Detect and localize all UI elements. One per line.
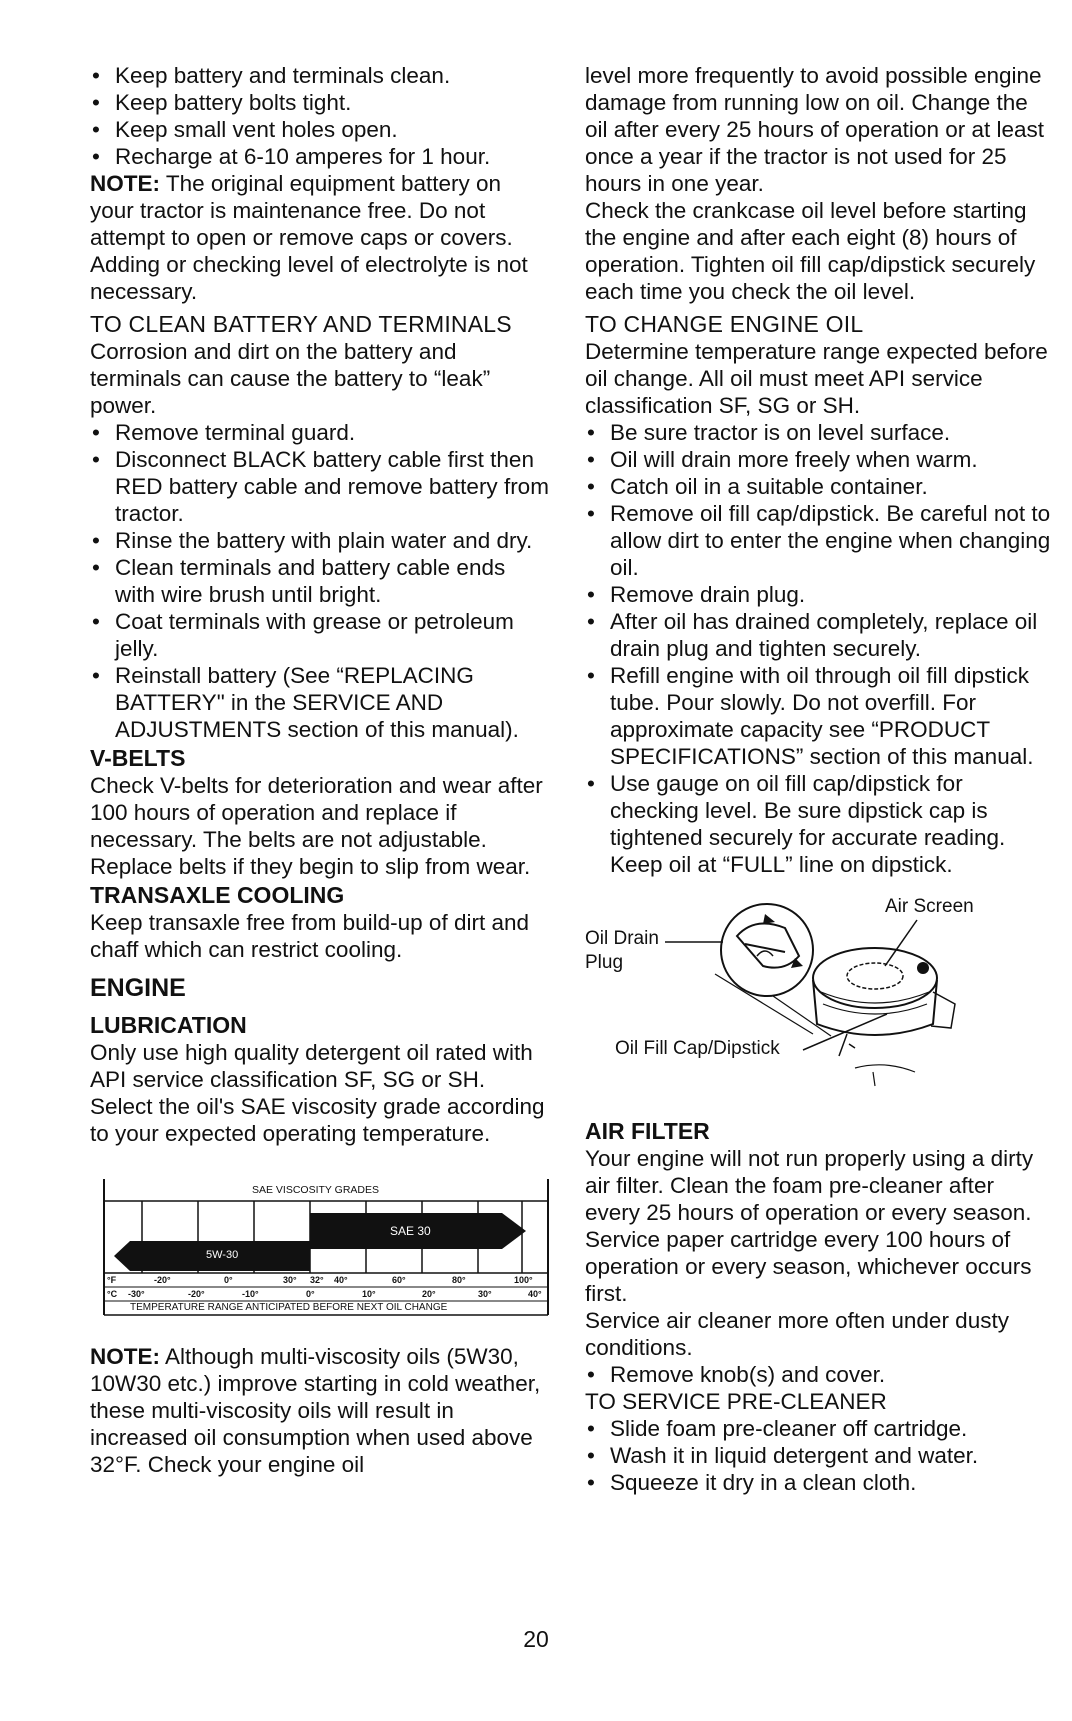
c-tick: 30° [478,1289,492,1299]
note-label: NOTE: [90,171,160,196]
precleaner-heading: TO SERVICE PRE-CLEANER [585,1389,887,1414]
c-tick: -30° [128,1289,145,1299]
f-tick: 40° [334,1275,348,1285]
multi-viscosity-note [90,1343,550,1478]
battery-note [90,170,550,305]
list-item: • Clean terminals and battery cable ends with wire brush until bright. [90,554,550,608]
list-item: • Keep small vent holes open. [90,116,550,143]
page-number: 20 [523,1626,549,1652]
change-oil-list [585,419,1055,878]
list-item: • Disconnect BLACK battery cable first then RED battery cable and remove battery from tractor. [90,446,550,527]
list-item: • Remove knob(s) and cover. [585,1361,1055,1388]
list-item: • Rinse the battery with plain water and dry. [90,527,550,554]
list-item: • Remove oil fill cap/dipstick. Be careful not to allow dirt to enter the engine when changing oil. [585,500,1055,581]
left-column [90,62,550,1478]
list-item: • Remove terminal guard. [90,419,550,446]
f-tick: 32° [310,1275,324,1285]
note-text: Although multi-viscosity oils (5W30, 10W30 etc.) improve starting in cold weather, these multi-viscosity oils will result in increased oil consumption when used above 32°F. Check your engine oil [90,1344,541,1477]
transaxle-heading: TRANSAXLE COOLING [90,882,345,908]
list-item: • Keep battery bolts tight. [90,89,550,116]
list-item: • Remove drain plug. [585,581,1055,608]
c-tick: 0° [306,1289,315,1299]
list-item: • Use gauge on oil fill cap/dipstick for checking level. Be sure dipstick cap is tightened securely for accurate reading. Keep oil at “FULL” line on dipstick. [585,770,1055,878]
vbelts-heading: V-BELTS [90,745,186,771]
change-oil-heading: TO CHANGE ENGINE OIL [585,311,864,337]
list-item: • Refill engine with oil through oil fill dipstick tube. Pour slowly. Do not overfill. For approximate capacity see “PRODUCT SPECIFICATIONS” section of this manual. [585,662,1055,770]
oil-drain-label: Oil Drain [585,928,659,949]
oil-drain-diagram [585,896,1055,1116]
list-item: • Squeeze it dry in a clean cloth. [585,1469,1055,1496]
air-filter-text-2: Service air cleaner more often under dusty conditions. [585,1308,1009,1360]
c-tick: -20° [188,1289,205,1299]
note-text: The original equipment battery on your tractor is maintenance free. Do not attempt to open or remove caps or covers. Adding or checking level of electrolyte is not necessary. [90,171,528,304]
battery-care-list [90,62,550,170]
lubrication-text: Only use high quality detergent oil rated with API service classification SF, SG or SH. Select the oil's SAE viscosity grade according to your expected operating temperature. [90,1040,545,1146]
chart-caption: TEMPERATURE RANGE ANTICIPATED BEFORE NEXT OIL CHANGE [130,1302,448,1313]
note-label: NOTE: [90,1344,160,1369]
clean-battery-list [90,419,550,743]
transaxle-text: Keep transaxle free from build-up of dirt and chaff which can restrict cooling. [90,910,529,962]
vbelts-text: Check V-belts for deterioration and wear after 100 hours of operation and replace if necessary. The belts are not adjustable. Replace belts if they begin to slip from wear. [90,773,543,879]
clean-battery-intro: Corrosion and dirt on the battery and terminals can cause the battery to “leak” power. [90,339,491,418]
air-filter-list [585,1361,1055,1388]
right-column [585,62,1055,1496]
plug-label: Plug [585,952,624,973]
clean-battery-heading: TO CLEAN BATTERY AND TERMINALS [90,311,512,337]
precleaner-list [585,1415,1055,1496]
engine-heading: ENGINE [90,974,186,1002]
sae-viscosity-chart [102,1175,550,1317]
list-item: • After oil has drained completely, replace oil drain plug and tighten securely. [585,608,1055,662]
oil-fill-label: Oil Fill Cap/Dipstick [615,1038,780,1059]
list-item: • Slide foam pre-cleaner off cartridge. [585,1415,1055,1442]
list-item: • Be sure tractor is on level surface. [585,419,1055,446]
change-oil-intro: Determine temperature range expected before oil change. All oil must meet API service classification SF, SG or SH. [585,339,1048,418]
f-tick: °F [107,1275,117,1285]
5w30-label: 5W-30 [206,1249,239,1261]
f-tick: 80° [452,1275,466,1285]
list-item: • Wash it in liquid detergent and water. [585,1442,1055,1469]
f-tick: 30° [283,1275,297,1285]
c-tick: 40° [528,1289,542,1299]
list-item: • Reinstall battery (See “REPLACING BATTERY" in the SERVICE AND ADJUSTMENTS section of this manual). [90,662,550,743]
f-tick: 100° [514,1275,533,1285]
list-item: • Catch oil in a suitable container. [585,473,1055,500]
c-tick: -10° [242,1289,259,1299]
f-tick: 60° [392,1275,406,1285]
c-tick: °C [107,1289,118,1299]
c-tick: 10° [362,1289,376,1299]
list-item: • Oil will drain more freely when warm. [585,446,1055,473]
air-filter-text: Your engine will not run properly using a dirty air filter. Clean the foam pre-cleaner after every 25 hours of operation or every season. Service paper cartridge every 100 hours of operation or every season, whichever occurs first. [585,1146,1034,1306]
f-tick: -20° [154,1275,171,1285]
sae30-label: SAE 30 [390,1224,431,1238]
c-tick: 20° [422,1289,436,1299]
air-filter-heading: AIR FILTER [585,1118,710,1144]
crankcase-paragraph: Check the crankcase oil level before starting the engine and after each eight (8) hours of operation. Tighten oil fill cap/dipstick securely each time you check the oil level. [585,198,1036,304]
lubrication-heading: LUBRICATION [90,1012,247,1038]
list-item: • Recharge at 6-10 amperes for 1 hour. [90,143,550,170]
air-screen-label: Air Screen [885,896,974,917]
oil-check-paragraph: level more frequently to avoid possible engine damage from running low on oil. Change the oil after every 25 hours of operation or at least once a year if the tractor is not used for 25 hours in one year. [585,63,1045,196]
f-tick: 0° [224,1275,233,1285]
chart-title: SAE VISCOSITY GRADES [252,1184,380,1196]
list-item: • Coat terminals with grease or petroleum jelly. [90,608,550,662]
list-item: • Keep battery and terminals clean. [90,62,550,89]
